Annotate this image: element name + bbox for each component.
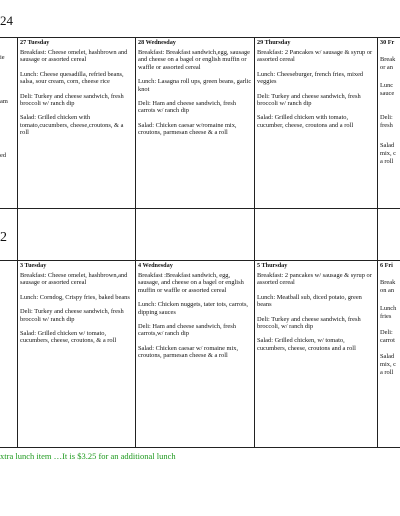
deli-entry: Deli: Turkey and cheese sandwich, fresh broccoli, w/ ranch dip bbox=[257, 315, 361, 331]
breakfast-entry: Breakfast: 2 pancakes w/ sausage & syrup or assorted cereal bbox=[257, 272, 372, 287]
day-title: 4 Wednesday bbox=[138, 262, 173, 269]
entry-fragment: or an bbox=[380, 64, 393, 71]
day-title: 6 Fri bbox=[380, 262, 393, 269]
entry-fragment: carrot bbox=[380, 337, 395, 344]
entry-fragment: Deli: bbox=[380, 114, 393, 121]
breakfast-entry: Breakfast :Breakfast sandwich, egg, sausage, and cheese on a bagel or english muffin or waffle or assorted cereal bbox=[138, 272, 244, 294]
breakfast-entry: Breakfast: 2 Pancakes w/ sausage & syrup or assorted cereal bbox=[257, 49, 373, 64]
salad-entry: Salad: Chicken caesar w/romaine mix, croutons, parmesan cheese & a roll bbox=[138, 121, 237, 137]
entry-fragment: Salad bbox=[380, 353, 395, 360]
breakfast-entry: Breakfast: Cheese omelet, hashbrown,and sausage or assorted cereal bbox=[20, 272, 128, 287]
strip-marker: 2 bbox=[0, 230, 7, 245]
day-cell-27-tuesday bbox=[18, 37, 136, 209]
deli-entry: Deli: Turkey and cheese sandwich, fresh broccoli w/ ranch dip bbox=[20, 92, 124, 108]
entry-fragment: Lunch bbox=[380, 305, 397, 312]
day-cell-28-wednesday bbox=[136, 37, 255, 209]
lunch-entry: Lunch: Cheeseburger, french fries, mixed veggies bbox=[257, 70, 364, 86]
entry-fragment: Lunc bbox=[380, 82, 394, 89]
deli-entry: Deli: Ham and cheese sandwich, fresh carrots,w/ ranch dip bbox=[138, 323, 236, 338]
breakfast-entry: Breakfast: Breakfast sandwich,egg, sausage and cheese on a bagel or english muffin or waffle or assorted cereal bbox=[138, 49, 250, 71]
strip-fragment: ed bbox=[0, 152, 7, 159]
lunch-entry: Lunch: Lasagna roll ups, green beans, garlic knot bbox=[138, 78, 252, 93]
deli-entry: Deli: Turkey and cheese sandwich, fresh broccoli w/ ranch dip bbox=[257, 92, 361, 108]
salad-entry: Salad: Chicken caesar w/ romaine mix, croutons, parmesan cheese & a roll bbox=[138, 344, 239, 360]
lunch-entry: Lunch: Chicken nuggets, tater tots, carrots, dipping sauces bbox=[138, 301, 249, 316]
day-title: 3 Tuesday bbox=[20, 262, 47, 269]
entry-fragment: a roll bbox=[380, 369, 394, 376]
lunch-entry: Lunch: Corndog, Crispy fries, baked beans bbox=[20, 293, 130, 301]
entry-fragment: sauce bbox=[380, 90, 395, 97]
day-title: 30 Fr bbox=[380, 39, 395, 46]
entry-fragment: Deli: bbox=[380, 329, 393, 336]
strip-fragment: ie bbox=[0, 54, 5, 61]
lunch-entry: Lunch: Cheese quesadilla, refried beans, salsa, sour cream, corn, cheese rice bbox=[20, 70, 124, 86]
salad-entry: Salad: Grilled chicken, w/ tomato, cucumbers, cheese, croutons and a roll bbox=[257, 337, 356, 352]
menu-calendar-grid bbox=[0, 37, 400, 448]
entry-fragment: Break bbox=[380, 56, 396, 63]
salad-entry: Salad: Grilled chicken w/ tomato, cucumbers, cheese, croutons, & a roll bbox=[20, 330, 117, 345]
entry-fragment: fresh bbox=[380, 122, 393, 129]
day-cell-3-tuesday bbox=[18, 261, 136, 448]
extra-lunch-price-note: xtra lunch item …It is $3.25 for an additional lunch bbox=[0, 451, 176, 461]
blank-cell bbox=[136, 209, 255, 261]
entry-fragment: Salad bbox=[380, 142, 395, 149]
entry-fragment: a roll bbox=[380, 158, 394, 165]
day-title: 27 Tuesday bbox=[20, 39, 50, 46]
year-fragment: 24 bbox=[0, 13, 13, 28]
day-title: 5 Thursday bbox=[257, 262, 288, 269]
blank-cell bbox=[255, 209, 378, 261]
blank-cell bbox=[18, 209, 136, 261]
left-strip-cell bbox=[0, 209, 18, 261]
deli-entry: Deli: Ham and cheese sandwich, fresh carrots w/ ranch dip bbox=[138, 100, 236, 115]
day-title: 29 Thursday bbox=[257, 39, 291, 46]
week-row-1 bbox=[0, 37, 400, 209]
day-title: 28 Wednesday bbox=[138, 39, 176, 46]
entry-fragment: fries bbox=[380, 313, 392, 320]
deli-entry: Deli: Turkey and cheese sandwich, fresh broccoli w/ ranch dip bbox=[20, 308, 124, 323]
entry-fragment: Break bbox=[380, 279, 396, 286]
day-cell-6-friday-partial bbox=[378, 261, 400, 448]
left-strip-cell bbox=[0, 261, 18, 448]
breakfast-entry: Breakfast: Cheese omelet, hashbrown and sausage or assorted cereal bbox=[20, 49, 128, 64]
week-row-2 bbox=[0, 261, 400, 448]
entry-fragment: on an bbox=[380, 287, 395, 294]
blank-week-row bbox=[0, 209, 400, 261]
lunch-entry: Lunch: Meatball sub, diced potato, green beans bbox=[257, 293, 362, 309]
strip-fragment: am bbox=[0, 98, 8, 105]
day-cell-4-wednesday bbox=[136, 261, 255, 448]
day-cell-29-thursday bbox=[255, 37, 378, 209]
entry-fragment: mix, c bbox=[380, 150, 396, 157]
blank-cell bbox=[378, 209, 400, 261]
day-cell-30-friday-partial bbox=[378, 37, 400, 209]
salad-entry: Salad: Grilled chicken with tomato,cucumbers, cheese,croutons, & a roll bbox=[20, 114, 124, 137]
day-cell-5-thursday bbox=[255, 261, 378, 448]
left-strip-cell bbox=[0, 37, 18, 209]
entry-fragment: mix, c bbox=[380, 361, 396, 368]
salad-entry: Salad: Grilled chicken with tomato, cucumber, cheese, croutons and a roll bbox=[257, 114, 354, 129]
